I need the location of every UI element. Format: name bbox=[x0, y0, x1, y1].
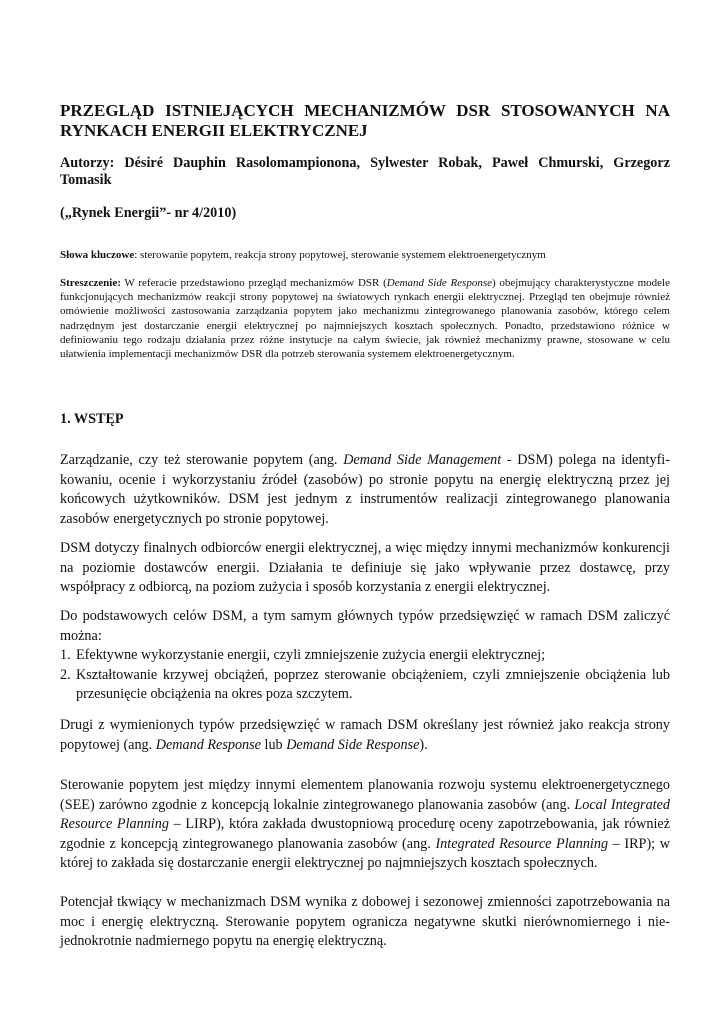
p5-term-1: Local Integrated Resource Planning bbox=[60, 796, 670, 833]
list-item-text: Kształtowanie krzywej obciążeń, poprzez sterowanie obciążeniem, czyli zmniejszenie obciążenia lub przesunięcie obciążenia na okres poza szczytem. bbox=[76, 666, 670, 703]
p4-text-a: Drugi z wymienionych typów przedsięwzięć w ramach DSM określany jest również jako reakcja strony popytowej (ang. bbox=[60, 717, 670, 753]
list-item-text: Efektywne wykorzystanie energii, czyli zmniejszenie zużycia energii elektrycznej; bbox=[76, 647, 546, 663]
p4-term-2: Demand Side Response bbox=[286, 736, 420, 753]
paper-title: PRZEGLĄD ISTNIEJĄCYCH MECHANIZMÓW DSR STOSOWANYCH NA RYNKACH ENERGII ELEKTRYCZNEJ bbox=[60, 101, 670, 140]
p1-text-a: Zarządzanie, czy też sterowanie popytem (ang. bbox=[60, 452, 344, 468]
p1-text-b: - DSM) polega na identyfikowaniu, ocenie i wykorzystaniu źródeł (zasobów) po stronie popytu na energię elektryczną przez jej końcowych użytkowników. DSM jest jednym z instrumentów realizacji zintegrowanego planowania zasobów energetycznych po stronie popytowej. bbox=[60, 452, 670, 527]
paragraph-3: Do podstawowych celów DSM, a tym samym głównych typów przedsięwzięć w ramach DSM zaliczyć można: bbox=[60, 608, 670, 644]
list-item-number: 1. bbox=[60, 647, 71, 663]
paragraph-5 bbox=[60, 776, 670, 874]
p4-text-b: ). bbox=[419, 736, 428, 753]
abstract bbox=[60, 276, 670, 361]
p5-text-a: Sterowanie popytem jest między innymi elementem planowania rozwoju systemu elektroenergetycznego (SEE) zarówno zgodnie z koncepcją lokalnie zintegrowanego planowania zasobów (ang. bbox=[60, 777, 670, 813]
paragraph-6: Potencjał tkwiący w mechanizmach DSM wynika z dobowej i sezonowej zmienności zapotrzebowania na moc i energię elektryczną. Sterowanie popytem ogranicza negatywne skutki nierównomiernego i niejednokrotnie nadmiernego popytu na energię elektryczną. bbox=[60, 894, 670, 950]
p5-text-b: – LIRP), która zakłada dwustopniową procedurę oceny zapotrzebowania, jak również zgodnie z koncepcją zintegrowanego planowania zasobów (ang. bbox=[60, 816, 671, 852]
p1-term: Demand Side Management bbox=[343, 452, 502, 468]
keywords-text: : sterowanie popytem, reakcja strony popytowej, sterowanie systemem elektroenergetycznym bbox=[134, 249, 546, 261]
p4-term-1: Demand Response bbox=[155, 736, 261, 753]
p4-text-mid: lub bbox=[260, 736, 287, 753]
section-heading: 1. WSTĘP bbox=[60, 411, 124, 427]
abstract-label: Streszczenie: bbox=[60, 277, 121, 289]
authors-line: Autorzy: Désiré Dauphin Rasolomampionona, Sylwester Robak, Paweł Chmurski, Grzegorz Tomasik bbox=[60, 155, 670, 188]
keywords-label: Słowa kluczowe bbox=[60, 249, 135, 261]
source-citation: („Rynek Energii”- nr 4/2010) bbox=[60, 205, 237, 221]
keywords bbox=[60, 248, 670, 262]
paragraph-4 bbox=[60, 716, 670, 755]
list-item bbox=[60, 666, 670, 705]
list-item-number: 2. bbox=[60, 666, 71, 683]
paragraph-1 bbox=[60, 451, 670, 529]
abstract-term: Demand Side Response bbox=[386, 277, 492, 289]
goals-list bbox=[60, 646, 670, 705]
abstract-text-a: W referacie przedstawiono przegląd mechanizmów DSR ( bbox=[120, 277, 387, 289]
abstract-text-b: ) obejmujący charakterystyczne modele funkcjonujących mechanizmów reakcji strony popytowej na światowych rynkach energii elektrycznej. Przegląd ten obejmuje również omówienie możliwości zastosowania zarządzania popytem jako mechanizmu zintegrowanego planowania zasobów, którego celem nadrzędnym jest dostarczanie energii elektrycznej po najmniejszych kosztach społecznych. Ponadto, przedstawiono różnice w definiowaniu tego rodzaju działania przez różne instytucje na całym świecie, jak również mechanizmy prawne, stosowane w celu ułatwienia implementacji mechanizmów DSR dla potrzeb sterowania systemem elektroenergetycznym. bbox=[60, 277, 670, 361]
p5-term-2: Integrated Resource Planning bbox=[435, 835, 609, 852]
paragraph-2: DSM dotyczy finalnych odbiorców energii elektrycznej, a więc między innymi mechanizmów konkurencji na poziomie dostawców energii. Działania te definiuje się jako wpływanie przez dostawcę, przy współpracy z odbiorcą, na poziom zużycia i sposób korzystania z energii elektrycznej. bbox=[60, 540, 670, 596]
list-item bbox=[60, 646, 670, 666]
p5-text-c: – IRP); w której to zakłada się dostarczanie energii elektrycznej po najmniejszych kosztach społecznych. bbox=[60, 835, 670, 872]
